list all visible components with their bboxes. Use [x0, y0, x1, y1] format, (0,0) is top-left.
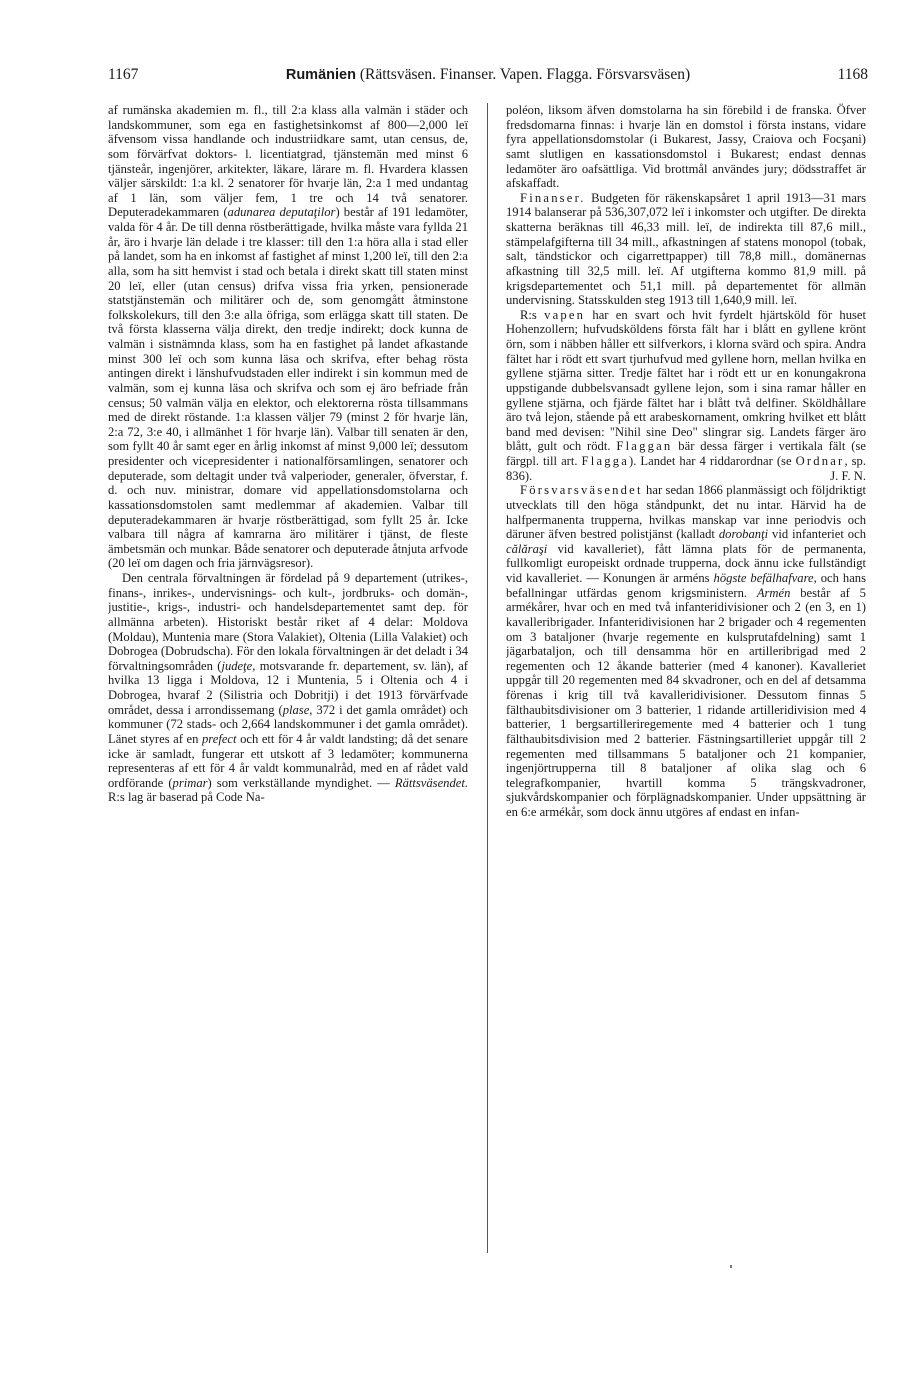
- spaced-heading: Finanser.: [520, 190, 586, 205]
- italic-term: Armén: [756, 585, 791, 600]
- italic-term: dorobanţi: [718, 527, 769, 542]
- text-run: har sedan 1866 planmässigt och följdriktigt utvecklats till den höga ståndpunkt, det nu intar. Härvid ha de halfpermanenta trupperna, hvilkas manskap var inne periodvis och däruner äfven bestred polistjänst (kalladt: [506, 483, 866, 542]
- text-run: , och hans befallningar utfärdas genom krigsministern.: [506, 571, 866, 600]
- paragraph-administration: [108, 571, 468, 805]
- text-run: ). Landet har 4 riddarordnar (se: [629, 454, 796, 468]
- text-run: och ett för 4 år valdt landsting; då det senare icke är samladt, fungerar ett utskott af 3 ledamöter; kommunerna representeras af ett för 4 år valdt kommunalråd, med en af rådet vald ordförande (: [108, 731, 468, 790]
- author-signature: J. F. N.: [830, 468, 866, 483]
- spaced-heading: Flaggan: [616, 439, 673, 454]
- text-run: består af 5 armékårer, hvar och en med två infanteridivisioner och 2 (en 3, en 1) kavalleribrigader. Infanteridivisionen har 2 brigader och 4 regementen om 3 bataljoner (hvarje regemente en kulsprutafdelning) samt 1 jägarbataljon, och till densamma hör en artilleribrigad med 2 regementen och 12 åkande batterier (med 4 kanoner). Kavalleriet uppgår till 20 regementen med 84 skvadroner, och en del af detsamma förenas i krig till två kavalleridivisioner. Dessutom finnas 5 fälthaubitsdivisioner om 3 batterier, 1 ridande artilleridivision med 4 batterier, 1 bergsartilleriregemente med 4 batterier och 1 tung fälthaubitsdivision med 2 batterier. Fästningsartilleriet uppgår till 2 regementen med tillsammans 5 bataljoner och 21 kompanier, ingenjörtrupperna till 8 bataljoner af olika slag och 6 telegrafkompanier, hvartill komma 5 trängskvadroner, sjukvårdskompanier och förplägnadskompanier. Under uppsättning är en 6:e armékår, som dock ännu utgöres af endast en infan-: [506, 585, 866, 819]
- text-run: har en svart och hvit fyrdelt hjärtsköld för huset Hohenzollern; hufvudsköldens första fält har i blått en gyllene krönt örn, som i näbben håller ett silfverkors, i klorna svärd och spira. Andra fältet har i rödt ett svart tjurhufvud med gyllene horn, mellan hvilka en gyllene stjärna sitter. Tredje fältet har i rödt ett ur en konungakrona uppstigande dubbelsvansadt gyllene lejon, som i sina ramar håller en gyllene stjärna, och fjärde fältet har i blått två delfiner. Sköldhållare äro två lejon, stående på ett arabeskornament, omkring hvilket ett blått band med devisen: "Nihil sine Deo" slingrar sig. Landets färger äro blått, gult och rödt.: [506, 307, 866, 454]
- text-run: R:s lag är baserad på Code Na-: [108, 790, 265, 805]
- text-run: bär dessa färger i vertikala fält (se färgpl. till art.: [506, 439, 866, 468]
- print-speck: [730, 1265, 732, 1268]
- text-run: , 372 i det gamla området) och kommuner (72 stads- och 2,664 landskommuner i det gamla området). Länet styres af en: [108, 702, 468, 746]
- text-run: af rumänska akademien m. fl., till 2:a klass alla valmän i städer och landskommuner, som ega en fastighetsinkomst af 800—2,000 leï äfvensom vissa handlande och industriidkare samt, utan census, de, som förvärfvat doktors- l. licentiatgrad, tjänstemän med minst 6 tjänsteår, ingenjörer, arkitekter, läkare, lärare m. fl. Hvardera klassen väljer särskildt: 1:a kl. 2 senatorer för hvarje län, 2:a 1 med undantag af 1 län, som väljer fem, 1 tre och 14 två senatorer. Deputeradekammaren (: [108, 103, 468, 220]
- spaced-heading: vapen: [544, 307, 586, 322]
- page-number-right: 1168: [837, 66, 868, 83]
- italic-term: primar: [172, 775, 208, 790]
- text-run: poléon, liksom äfven domstolarna ha sin förebild i de franska. Öfver fredsdomarna finnas: i hvarje län en domstol i första instans, vidare fyra appellationsdomstolar (i Bukarest, Jassy, Craiova och Focşani) samt slutligen en kassationsdomstol i Bukarest; endast dennas ledamöter äro oafsättliga. Vid brottmål användes jury; dödsstraffet är afskaffadt.: [506, 103, 866, 191]
- running-title-topics: (Rättsväsen. Finanser. Vapen. Flagga. Försvarsväsen): [355, 66, 691, 83]
- italic-term: högste befälhafvare: [713, 571, 814, 585]
- text-run: ) som verkställande myndighet. —: [207, 775, 395, 790]
- italic-heading: Rättsväsendet.: [394, 775, 468, 790]
- text-run: Budgeten för räkenskapsåret 1 april 1913—31 mars 1914 balanserar på 536,307,072 leï i inkomster och utgifter. De direkta skatterna beräknas till 46,33 mill. leï, de indirekta till 87,6 mill., stämpelafgifterna till 34 mill., afkastningen af statens monopol (tobak, salt, tändstickor och cigarrettpapper) till 78,8 mill., domänernas afkastning till 32,5 mill. leï. Af utgifterna kommo 81,9 mill. på krigsdepartementet och 51,1 mill. på departementet för allmän undervisning. Statsskulden steg 1913 till 1,640,9 mill. leï.: [506, 190, 866, 308]
- text-run: vid infanteriet och: [768, 527, 866, 542]
- text-run: , sp. 836).: [506, 454, 866, 483]
- running-title-keyword: Rumänien: [285, 67, 356, 83]
- page-number-left: 1167: [108, 66, 139, 83]
- text-run: R:s: [520, 307, 545, 322]
- italic-term: călăraşi: [506, 541, 548, 556]
- page-header: [108, 66, 868, 90]
- paragraph-coat-of-arms: [506, 308, 866, 484]
- italic-term: adunarea deputaţilor: [227, 205, 336, 220]
- text-run: vid kavalleriet), fått lämna plats för de permanenta, fullkomligt europeiskt ordnade trupperna, dock ännu icke fullständigt vid kavalleriet. — Konungen är arméns: [506, 541, 866, 585]
- spaced-heading: Försvarsväsendet: [520, 483, 643, 498]
- right-column: [506, 103, 866, 1253]
- italic-term: judeţe: [221, 658, 253, 673]
- paragraph-finances: [506, 191, 866, 308]
- paragraph-judiciary: [506, 103, 866, 191]
- italic-term: plase: [282, 702, 310, 717]
- text-run: , motsvarande fr. departement, sv. län), af hvilka 13 ligga i Moldova, 12 i Muntenia, 5 i Oltenia och 4 i Dobrogea, hvaraf 2 (Silistria och Dobritji) i det 1913 förvärfvade området, dessa i arrondissemang (: [108, 658, 468, 717]
- paragraph-elections: [108, 103, 468, 571]
- column-divider: [487, 103, 488, 1253]
- text-run: Den centrala förvaltningen är fördelad på 9 departement (utrikes-, finans-, inrikes-, undervisnings- och kult-, jordbruks- och domän-, justitie-, krigs-, industri- och handelsdepartementet samt dep. för allmänna arbeten). Historiskt består riket af 4 delar: Moldova (Moldau), Muntenia mare (Stora Valakiet), Oltenia (Lilla Valakiet) och Dobrogea (Dobrudscha). För den lokala förvaltningen är det deladt i 34 förvaltningsområden (: [108, 571, 468, 673]
- left-column: [108, 103, 468, 1253]
- text-run: ) består af 191 ledamöter, valda för 4 år. De till denna röstberättigade, hvilka måste vara fyllda 21 år, äro i hvarje län delade i tre klasser: till den 1:a höra alla i stad eller på landet, som ha en inkomst af fastighet af minst 1,200 leï, till den 2:a alla, som ha sitt hemvist i stad och betala i direkt skatt till staten minst 20 leï, eller (utan census) drifva vissa fria yrken, pensionerade statstjänstemän och militärer och de, som genomgått åtminstone folkskolekurs, till den 3:e alla öfriga, som erlägga skatt till staten. De två första klasserna välja direkt, den tredje indirekt; dock kunna de valmän i sistnämnda klass, som ha en fastighet på landet afkastande minst 300 leï och som kunna läsa och skrifva, efter behag rösta antingen direkt i länshufvudstaden eller indirekt i sin kommun med de valmän, som ej kunna läsa och skrifva och som ej äro befriade från census; 50 valmän välja en elektor, och elektorerna rösta tillsammans med de direkt röstande. 1:a klassen väljer 79 (minst 2 för hvarje län, 2:a 72, 3:e 40, i allmänhet 1 för hvarje län). Valbar till senaten är den, som fyllt 40 år samt eger en årlig inkomst af minst 9,000 leï; dessutom presidenter och vicepresidenter i nationalförsamlingen, senatorer och deputerade, som deltagit under två valperioder, generaler, öfverstar, f. d. och nuv. ministrar, domare vid appellationsdomstolarna och kassationsdomstolen samt medlemmar af akademien. Valbar till deputeradekammaren är hvarje röstberättigad, som fyllt 25 år. Icke valbara till några af kamrarna äro militärer i tjänst, de fleste ämbetsmän och munkar. Både senatorer och deputerade åtnjuta arfvode (20 leï om dagen och fria järnvägsresor).: [108, 205, 468, 571]
- italic-term: prefect: [202, 731, 237, 746]
- paragraph-defense: [506, 483, 866, 819]
- running-title: [108, 66, 868, 84]
- spaced-reference: Flagga: [581, 454, 630, 468]
- spaced-reference: Ordnar: [795, 454, 845, 468]
